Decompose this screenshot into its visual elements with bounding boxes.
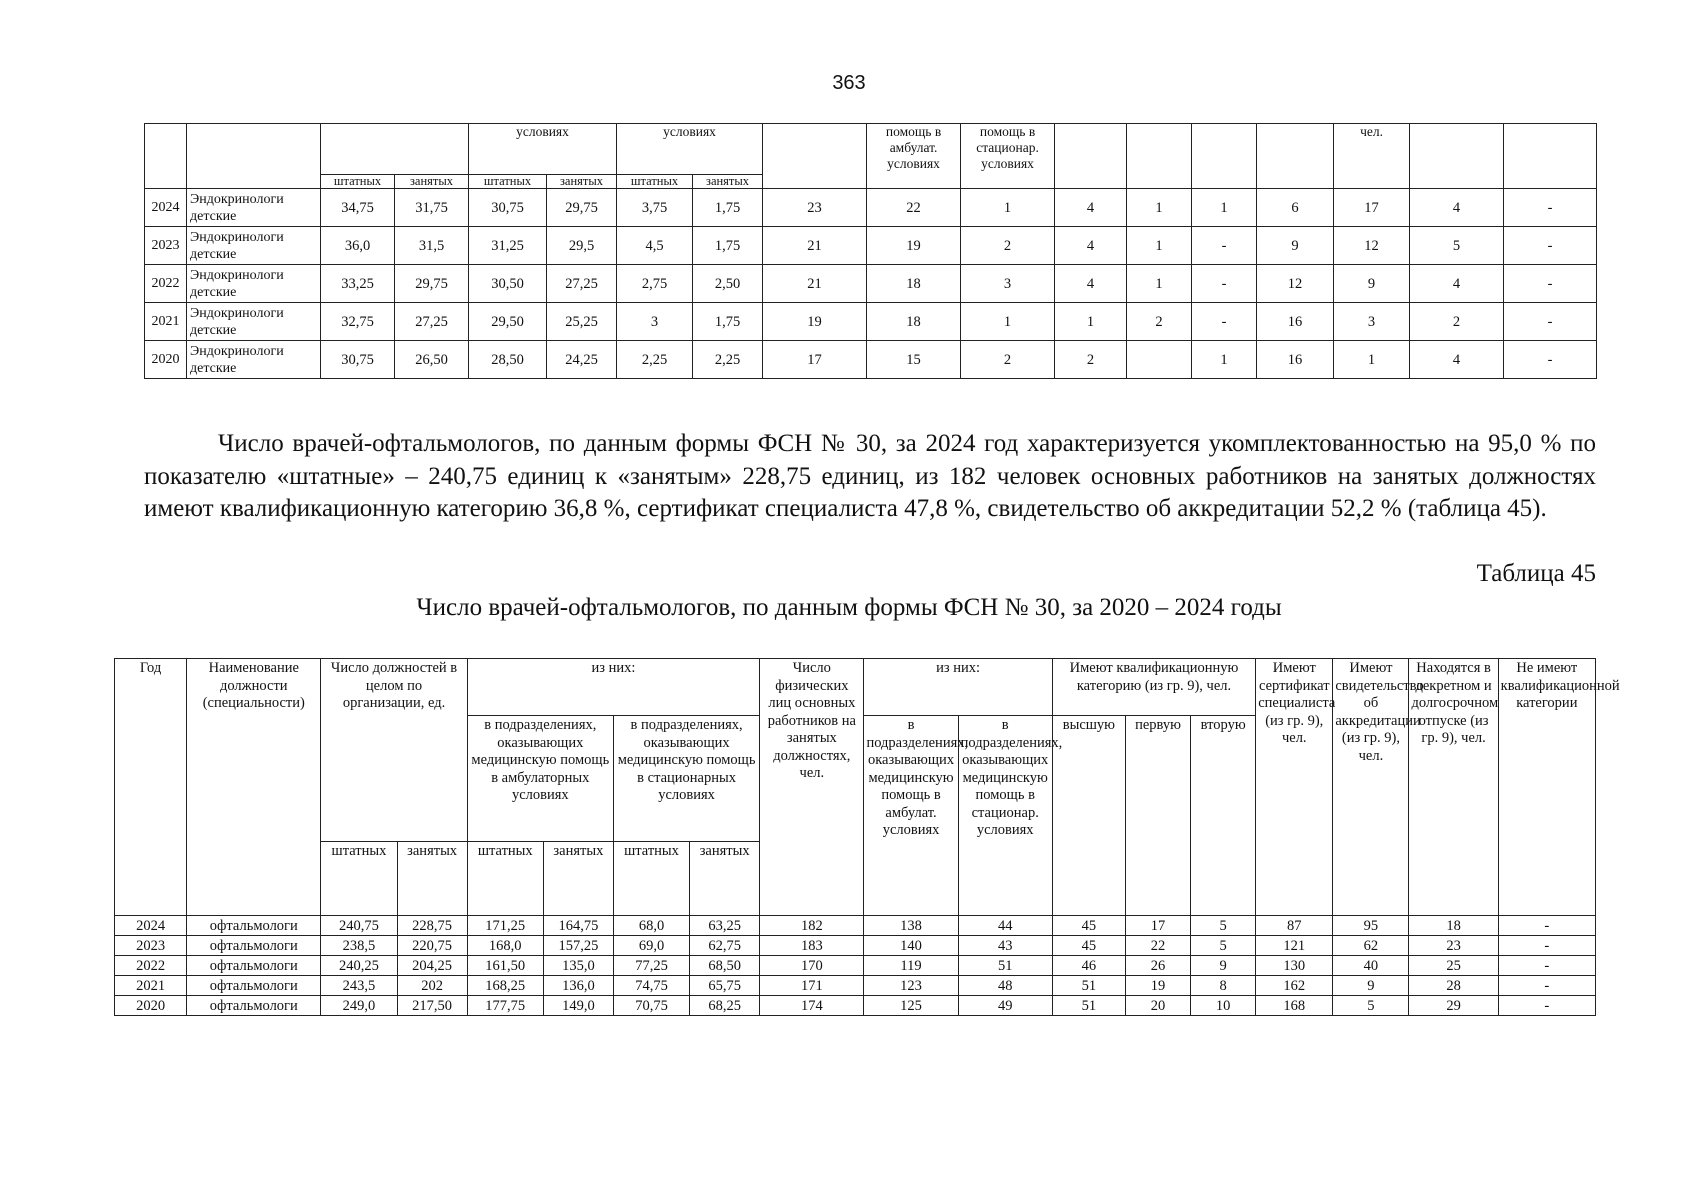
table-cell: 8 [1191,976,1256,996]
cell-name: Эндокринологи детские [187,227,321,265]
header-qualification: Имеют квалификационную категорию (из гр. 9), чел. [1052,659,1255,716]
table-cell: 32,75 [321,303,395,341]
table-cell: 62 [1333,936,1409,956]
table-cell: 21 [763,227,867,265]
header-cell: условиях [617,124,763,175]
table-cell: - [1498,996,1595,1016]
table-cell: 23 [763,189,867,227]
header-cell [187,124,321,189]
cell-year: 2020 [145,341,187,379]
table-cell: 1,75 [693,189,763,227]
table-cell: 25 [1409,956,1498,976]
table-cell: 138 [864,916,958,936]
cell-year: 2024 [115,916,187,936]
header-subcell: занятых [693,175,763,189]
table-cell: 21 [763,265,867,303]
table-cell: 240,75 [321,916,397,936]
header-highest: высшую [1052,716,1125,916]
table-cell: - [1192,265,1257,303]
table-cell: 31,75 [395,189,469,227]
table-cell: 29,75 [547,189,617,227]
table-label: Таблица 45 [1476,560,1596,587]
table-cell: - [1192,227,1257,265]
header-certificate: Имеют сертификат специалиста (из гр. 9), чел. [1256,659,1333,916]
header-cell: помощь в стационар. условиях [961,124,1055,189]
table-cell: 168,25 [467,976,543,996]
table-cell: 19 [867,227,961,265]
table-cell: 136,0 [543,976,613,996]
table-cell: 2 [961,341,1055,379]
table-row [145,227,1597,265]
header-no-qualification: Не имеют квалификационной категории [1498,659,1595,916]
table-cell: 87 [1256,916,1333,936]
table-cell: 29,75 [395,265,469,303]
header-subcell: штатных [617,175,693,189]
table-cell: 2 [1055,341,1127,379]
table-cell: 70,75 [613,996,689,1016]
table-row [145,303,1597,341]
header-year: Год [115,659,187,916]
table-cell: 5 [1191,936,1256,956]
table-cell: 2,75 [617,265,693,303]
table-cell: 119 [864,956,958,976]
table-cell: 27,25 [395,303,469,341]
table-cell: 63,25 [690,916,760,936]
table-cell: 171,25 [467,916,543,936]
table-cell: 51 [958,956,1052,976]
cell-name: Эндокринологи детские [187,265,321,303]
header-cell: чел. [1334,124,1410,189]
table-cell: 30,75 [469,189,547,227]
table-cell: 170 [760,956,864,976]
table-cell [1127,341,1192,379]
table-cell: 16 [1257,341,1334,379]
header-cell [321,124,469,175]
header-shtat: штатных [467,842,543,916]
table-cell: 44 [958,916,1052,936]
table-cell: 1 [1127,227,1192,265]
header-zanyat: занятых [543,842,613,916]
header-leave: Находятся в декретном и долгосрочном отпуске (из гр. 9), чел. [1409,659,1498,916]
cell-name: офтальмологи [187,936,321,956]
table-cell: 228,75 [397,916,467,936]
header-persons-amb: в подразделениях, оказывающих медицинскую помощь в амбулат. условиях [864,716,958,916]
header-second: вторую [1191,716,1256,916]
table-cell: 130 [1256,956,1333,976]
header-first: первую [1125,716,1190,916]
table-cell: 68,0 [613,916,689,936]
table-row [115,916,1596,936]
table-cell: 1 [961,303,1055,341]
table-cell: 3 [961,265,1055,303]
table-cell: 31,25 [469,227,547,265]
cell-year: 2024 [145,189,187,227]
header-persons: Число физических лиц основных работников на занятых должностях, чел. [760,659,864,916]
header-cell [1504,124,1597,189]
table-cell: 4 [1410,265,1504,303]
table-cell: 243,5 [321,976,397,996]
header-cell [1192,124,1257,189]
table-cell: 45 [1052,936,1125,956]
table-cell: 140 [864,936,958,956]
table-row [115,956,1596,976]
cell-year: 2022 [145,265,187,303]
header-cell [1055,124,1127,189]
header-cell: помощь в амбулат. условиях [867,124,961,189]
table-cell: 9 [1191,956,1256,976]
table-cell: 46 [1052,956,1125,976]
table-cell: 2,25 [693,341,763,379]
cell-name: офтальмологи [187,976,321,996]
table-cell: 1 [1055,303,1127,341]
table-row [115,976,1596,996]
header-cell: условиях [469,124,617,175]
table-cell: 77,25 [613,956,689,976]
header-of-them: из них: [467,659,760,716]
table-cell: 1 [1127,265,1192,303]
table-cell: 19 [763,303,867,341]
table-cell: 2 [1127,303,1192,341]
table-endocrinologists [144,123,1597,379]
header-persons-stat: в подразделениях, оказывающих медицинскую помощь в стационар. условиях [958,716,1052,916]
table-cell: 9 [1333,976,1409,996]
table-cell: 2,25 [617,341,693,379]
table-cell: 19 [1125,976,1190,996]
table-cell: 12 [1334,227,1410,265]
table-cell: 62,75 [690,936,760,956]
table-cell: - [1498,936,1595,956]
header-cell [1257,124,1334,189]
table-cell: 18 [867,303,961,341]
table-cell: 2 [961,227,1055,265]
table-cell: 49 [958,996,1052,1016]
table-cell: 168 [1256,996,1333,1016]
header-subcell: занятых [395,175,469,189]
table-cell: 18 [1409,916,1498,936]
table-cell: 202 [397,976,467,996]
table-cell: - [1504,303,1597,341]
body-paragraph: Число врачей-офтальмологов, по данным формы ФСН № 30, за 2024 год характеризуется укомплектованностью на 95,0 % по показателю «штатные» – 240,75 единиц к «занятым» 228,75 единиц, из 182 человек основных работников на занятых должностях имеют квалификационную категорию 36,8 %, сертификат специалиста 47,8 %, свидетельство об аккредитации 52,2 % (таблица 45). [144,430,1596,522]
table-cell: - [1498,976,1595,996]
table-cell: 4 [1055,265,1127,303]
header-cell [763,124,867,189]
table-cell: 171 [760,976,864,996]
header-shtat: штатных [321,842,397,916]
header-name: Наименование должности (специальности) [187,659,321,916]
cell-name: Эндокринологи детские [187,341,321,379]
table-cell: 4 [1055,189,1127,227]
table-cell: 168,0 [467,936,543,956]
table-cell: 5 [1191,916,1256,936]
cell-year: 2021 [115,976,187,996]
table-cell: 121 [1256,936,1333,956]
table-cell: 74,75 [613,976,689,996]
table-row [115,996,1596,1016]
table-cell: 4 [1410,189,1504,227]
table-cell: 22 [867,189,961,227]
table-cell: 23 [1409,936,1498,956]
cell-year: 2022 [115,956,187,976]
table-cell: - [1192,303,1257,341]
header-zanyat: занятых [397,842,467,916]
cell-name: Эндокринологи детские [187,189,321,227]
table-cell: 17 [1334,189,1410,227]
header-accreditation: Имеют свидетельство об аккредитации (из гр. 9), чел. [1333,659,1409,916]
table-cell: 12 [1257,265,1334,303]
table-cell: 1 [961,189,1055,227]
table-cell: 69,0 [613,936,689,956]
table-cell: 157,25 [543,936,613,956]
table-cell: 164,75 [543,916,613,936]
table-cell: 6 [1257,189,1334,227]
table-cell: 162 [1256,976,1333,996]
table-row [145,189,1597,227]
table-cell: 30,75 [321,341,395,379]
table-cell: 68,50 [690,956,760,976]
header-cell [1127,124,1192,189]
table-cell: 68,25 [690,996,760,1016]
table-cell: 149,0 [543,996,613,1016]
table-cell: 5 [1333,996,1409,1016]
table-cell: 9 [1257,227,1334,265]
table-cell: 4,5 [617,227,693,265]
table-cell: 3 [617,303,693,341]
header-amb: в подразделениях, оказывающих медицинскую помощь в амбулаторных условиях [467,716,613,842]
table-cell: 2,50 [693,265,763,303]
table-cell: 51 [1052,976,1125,996]
table-cell: 22 [1125,936,1190,956]
header-subcell: занятых [547,175,617,189]
table-cell: 17 [763,341,867,379]
table-cell: 25,25 [547,303,617,341]
table-cell: 5 [1410,227,1504,265]
table-cell: 30,50 [469,265,547,303]
header-shtat: штатных [613,842,689,916]
table-cell: 3 [1334,303,1410,341]
table-cell: - [1504,189,1597,227]
table-cell: 9 [1334,265,1410,303]
table-cell: 123 [864,976,958,996]
table-cell: 65,75 [690,976,760,996]
table-cell: 51 [1052,996,1125,1016]
table-cell: 48 [958,976,1052,996]
cell-year: 2023 [145,227,187,265]
table-cell: 33,25 [321,265,395,303]
table-row [115,936,1596,956]
table-cell: 34,75 [321,189,395,227]
table-row [145,341,1597,379]
table-cell: 40 [1333,956,1409,976]
table-cell: - [1498,916,1595,936]
table-title: Число врачей-офтальмологов, по данным формы ФСН № 30, за 2020 – 2024 годы [416,594,1282,621]
table-cell: 174 [760,996,864,1016]
table-cell: 177,75 [467,996,543,1016]
table-cell: - [1504,341,1597,379]
table-cell: - [1498,956,1595,976]
page-number: 363 [832,72,866,94]
header-cell [1410,124,1504,189]
table-cell: 28,50 [469,341,547,379]
table-cell: 1,75 [693,303,763,341]
table-cell: 182 [760,916,864,936]
header-total: Число должностей в целом по организации, ед. [321,659,467,842]
table-cell: 217,50 [397,996,467,1016]
table-cell: 28 [1409,976,1498,996]
table-row [145,265,1597,303]
table-cell: 27,25 [547,265,617,303]
header-subcell: штатных [469,175,547,189]
table-cell: 29,50 [469,303,547,341]
header-stat: в подразделениях, оказывающих медицинскую помощь в стационарных условиях [613,716,759,842]
table-cell: 125 [864,996,958,1016]
table-cell: 26 [1125,956,1190,976]
cell-name: Эндокринологи детские [187,303,321,341]
table-cell: 240,25 [321,956,397,976]
table-cell: 204,25 [397,956,467,976]
cell-year: 2021 [145,303,187,341]
table-cell: 1 [1192,341,1257,379]
table-cell: 29,5 [547,227,617,265]
cell-name: офтальмологи [187,916,321,936]
cell-year: 2023 [115,936,187,956]
table-cell: 2 [1410,303,1504,341]
table-cell: - [1504,265,1597,303]
table-cell: 16 [1257,303,1334,341]
table-cell: 1 [1192,189,1257,227]
table-cell: 183 [760,936,864,956]
table-cell: - [1504,227,1597,265]
table-cell: 249,0 [321,996,397,1016]
table-cell: 238,5 [321,936,397,956]
table-cell: 3,75 [617,189,693,227]
table-cell: 43 [958,936,1052,956]
table-cell: 135,0 [543,956,613,976]
table-cell: 1 [1127,189,1192,227]
header-zanyat: занятых [690,842,760,916]
table-cell: 17 [1125,916,1190,936]
table-cell: 18 [867,265,961,303]
table-cell: 20 [1125,996,1190,1016]
table-ophthalmologists [114,658,1620,1016]
table-cell: 4 [1410,341,1504,379]
table-cell: 161,50 [467,956,543,976]
table-cell: 45 [1052,916,1125,936]
header-subcell: штатных [321,175,395,189]
cell-name: офтальмологи [187,996,321,1016]
table-cell: 10 [1191,996,1256,1016]
table-cell: 24,25 [547,341,617,379]
table-cell: 220,75 [397,936,467,956]
table-cell: 31,5 [395,227,469,265]
table-cell: 29 [1409,996,1498,1016]
table-cell: 95 [1333,916,1409,936]
table-cell: 26,50 [395,341,469,379]
table-cell: 15 [867,341,961,379]
header-cell [145,124,187,189]
table-cell: 4 [1055,227,1127,265]
cell-name: офтальмологи [187,956,321,976]
table-cell: 36,0 [321,227,395,265]
cell-year: 2020 [115,996,187,1016]
table-cell: 1 [1334,341,1410,379]
header-of-them-2: из них: [864,659,1052,716]
table-cell: 1,75 [693,227,763,265]
